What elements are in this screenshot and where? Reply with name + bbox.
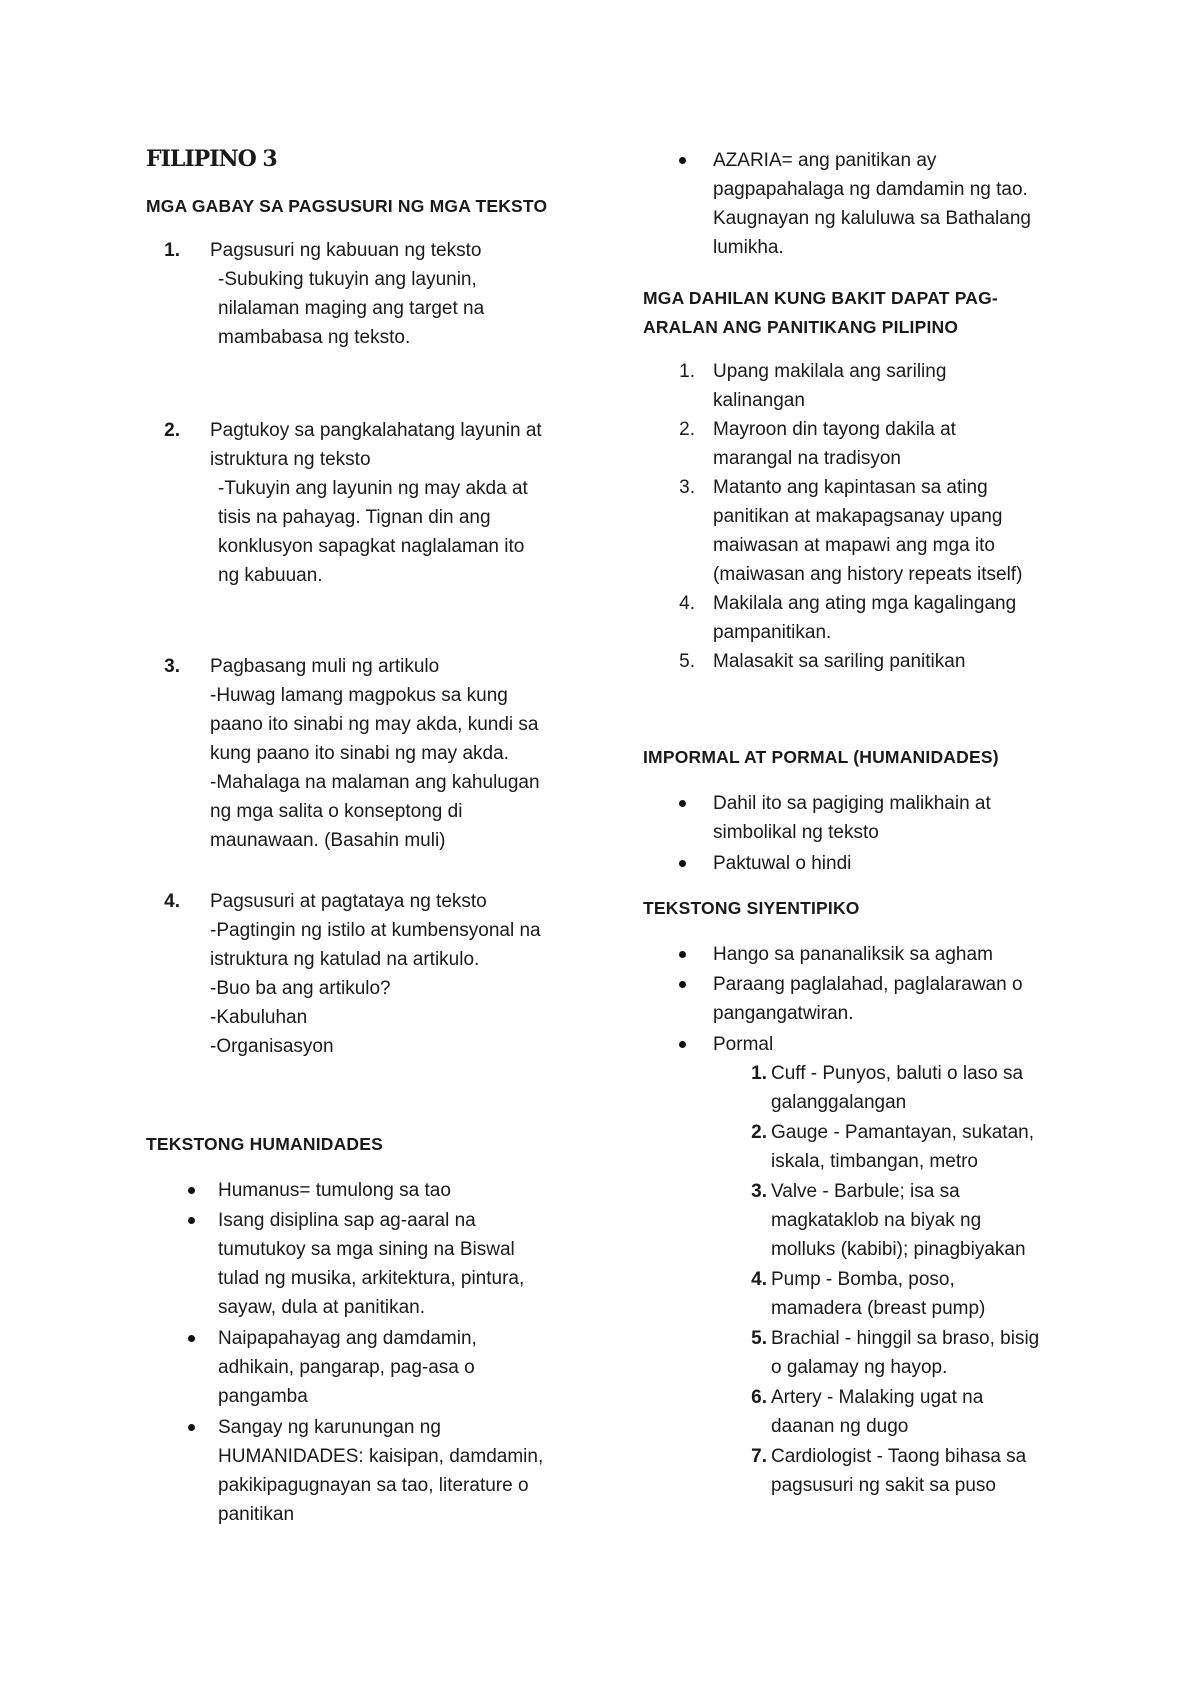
text-line: daanan ng dugo [771, 1416, 909, 1437]
text-line: konklusyon sapagkat naglalaman ito [218, 536, 525, 557]
text-line: pagpapahalaga ng damdamin ng tao. [713, 179, 1028, 200]
text-line: pagsusuri ng sakit sa puso [771, 1475, 996, 1496]
text-line: Dahil ito sa pagiging malikhain at [713, 793, 991, 814]
text-line: Pagsusuri at pagtataya ng teksto [210, 891, 487, 912]
text-line: maunawaan. (Basahin muli) [210, 830, 446, 851]
bullet-icon [679, 1041, 686, 1048]
list-number: 7. [751, 1446, 767, 1467]
text-line: Brachial - hinggil sa braso, bisig [771, 1328, 1040, 1349]
text-line: o galamay ng hayop. [771, 1357, 948, 1378]
bullet-icon [679, 951, 686, 958]
list-number: 1. [679, 361, 695, 382]
text-line: marangal na tradisyon [713, 448, 901, 469]
text-line: AZARIA= ang panitikan ay [713, 150, 937, 171]
heading-siyentipiko: TEKSTONG SIYENTIPIKO [643, 898, 860, 918]
heading-impormal: IMPORMAL AT PORMAL (HUMANIDADES) [643, 747, 999, 767]
text-line: pangangatwiran. [713, 1003, 854, 1024]
bullet-icon [679, 800, 686, 807]
list-number: 5. [751, 1328, 767, 1349]
text-line: Cardiologist - Taong bihasa sa [771, 1446, 1027, 1467]
text-line: -Mahalaga na malaman ang kahulugan [210, 772, 540, 793]
list-number: 5. [679, 651, 695, 672]
text-line: Upang makilala ang sariling [713, 361, 947, 382]
text-line: tisis na pahayag. Tignan din ang [218, 507, 491, 528]
text-line: panitikan [218, 1504, 295, 1525]
text-line: Matanto ang kapintasan sa ating [713, 477, 988, 498]
text-line: -Kabuluhan [210, 1007, 308, 1028]
text-line: Pump - Bomba, poso, [771, 1269, 955, 1290]
list-number: 2. [679, 419, 695, 440]
text-line: Pormal [713, 1034, 774, 1055]
text-line: Valve - Barbule; isa sa [771, 1181, 960, 1202]
text-line: Mayroon din tayong dakila at [713, 419, 956, 440]
text-line: panitikan at makapagsanay upang [713, 506, 1003, 527]
bullet-icon [188, 1424, 195, 1431]
text-line: maiwasan at mapawi ang mga ito [713, 535, 995, 556]
bullet-icon [188, 1335, 195, 1342]
bullet-icon [679, 981, 686, 988]
text-line: istruktura ng teksto [210, 449, 371, 470]
list-number: 4. [679, 593, 695, 614]
text-line: simbolikal ng teksto [713, 822, 879, 843]
text-line: (maiwasan ang history repeats itself) [713, 564, 1023, 585]
text-line: Gauge - Pamantayan, sukatan, [771, 1122, 1034, 1143]
text-line: Pagsusuri ng kabuuan ng teksto [210, 240, 482, 261]
heading-humanidades: TEKSTONG HUMANIDADES [146, 1134, 384, 1154]
text-line: pangamba [218, 1386, 308, 1407]
text-line: Hango sa pananaliksik sa agham [713, 944, 993, 965]
heading-gabay: MGA GABAY SA PAGSUSURI NG MGA TEKSTO [146, 196, 548, 216]
list-number: 4. [164, 891, 180, 912]
text-line: Paktuwal o hindi [713, 853, 852, 874]
text-line: molluks (kabibi); pinagbiyakan [771, 1239, 1026, 1260]
text-line: ARALAN ANG PANITIKANG PILIPINO [643, 317, 959, 337]
text-line: tumutukoy sa mga sining na Biswal [218, 1239, 515, 1260]
list-number: 3. [679, 477, 695, 498]
bullet-icon [188, 1187, 195, 1194]
text-line: Pagtukoy sa pangkalahatang layunin at [210, 420, 542, 441]
text-line: nilalaman maging ang target na [218, 298, 485, 319]
document-title: FILIPINO 3 [146, 146, 277, 172]
list-number: 2. [164, 420, 180, 441]
list-number: 1. [751, 1063, 767, 1084]
text-line: sayaw, dula at panitikan. [218, 1297, 426, 1318]
text-line: -Organisasyon [210, 1036, 334, 1057]
text-line: adhikain, pangarap, pag-asa o [218, 1357, 475, 1378]
bullet-icon [679, 860, 686, 867]
text-line: HUMANIDADES: kaisipan, damdamin, [218, 1446, 544, 1467]
text-line: pakikipagugnayan sa tao, literature o [218, 1475, 529, 1496]
text-line: Kaugnayan ng kaluluwa sa Bathalang [713, 208, 1031, 229]
text-line: Cuff - Punyos, baluti o laso sa [771, 1063, 1024, 1084]
list-number: 1. [164, 240, 180, 261]
text-line: -Tukuyin ang layunin ng may akda at [218, 478, 528, 499]
text-line: -Huwag lamang magpokus sa kung [210, 685, 508, 706]
text-line: Isang disiplina sap ag-aaral na [218, 1210, 476, 1231]
text-line: Sangay ng karunungan ng [218, 1417, 441, 1438]
text-line: galanggalangan [771, 1092, 907, 1113]
text-line: paano ito sinabi ng may akda, kundi sa [210, 714, 539, 735]
text-line: Paraang paglalahad, paglalarawan o [713, 974, 1023, 995]
text-line: Malasakit sa sariling panitikan [713, 651, 966, 672]
text-line: Naipapahayag ang damdamin, [218, 1328, 477, 1349]
list-number: 2. [751, 1122, 767, 1143]
text-line: mamadera (breast pump) [771, 1298, 986, 1319]
text-line: Artery - Malaking ugat na [771, 1387, 984, 1408]
text-line: magkataklob na biyak ng [771, 1210, 982, 1231]
list-number: 6. [751, 1387, 767, 1408]
text-line: pampanitikan. [713, 622, 832, 643]
bullet-icon [188, 1217, 195, 1224]
text-line: istruktura ng katulad na artikulo. [210, 949, 480, 970]
text-line: Pagbasang muli ng artikulo [210, 656, 440, 677]
text-line: kalinangan [713, 390, 805, 411]
text-line: -Pagtingin ng istilo at kumbensyonal na [210, 920, 541, 941]
text-line: iskala, timbangan, metro [771, 1151, 978, 1172]
text-line: MGA DAHILAN KUNG BAKIT DAPAT PAG- [643, 288, 998, 308]
text-line: -Buo ba ang artikulo? [210, 978, 391, 999]
text-line: kung paano ito sinabi ng may akda. [210, 743, 509, 764]
heading-dahilan [643, 284, 998, 342]
text-line: Makilala ang ating mga kagalingang [713, 593, 1017, 614]
text-line: Humanus= tumulong sa tao [218, 1180, 451, 1201]
list-number: 3. [751, 1181, 767, 1202]
bullet-icon [679, 157, 686, 164]
text-line: lumikha. [713, 237, 784, 258]
text-line: -Subuking tukuyin ang layunin, [218, 269, 477, 290]
list-number: 3. [164, 656, 180, 677]
list-number: 4. [751, 1269, 767, 1290]
text-line: ng mga salita o konseptong di [210, 801, 463, 822]
text-line: mambabasa ng teksto. [218, 327, 411, 348]
text-line: ng kabuuan. [218, 565, 323, 586]
text-line: tulad ng musika, arkitektura, pintura, [218, 1268, 525, 1289]
